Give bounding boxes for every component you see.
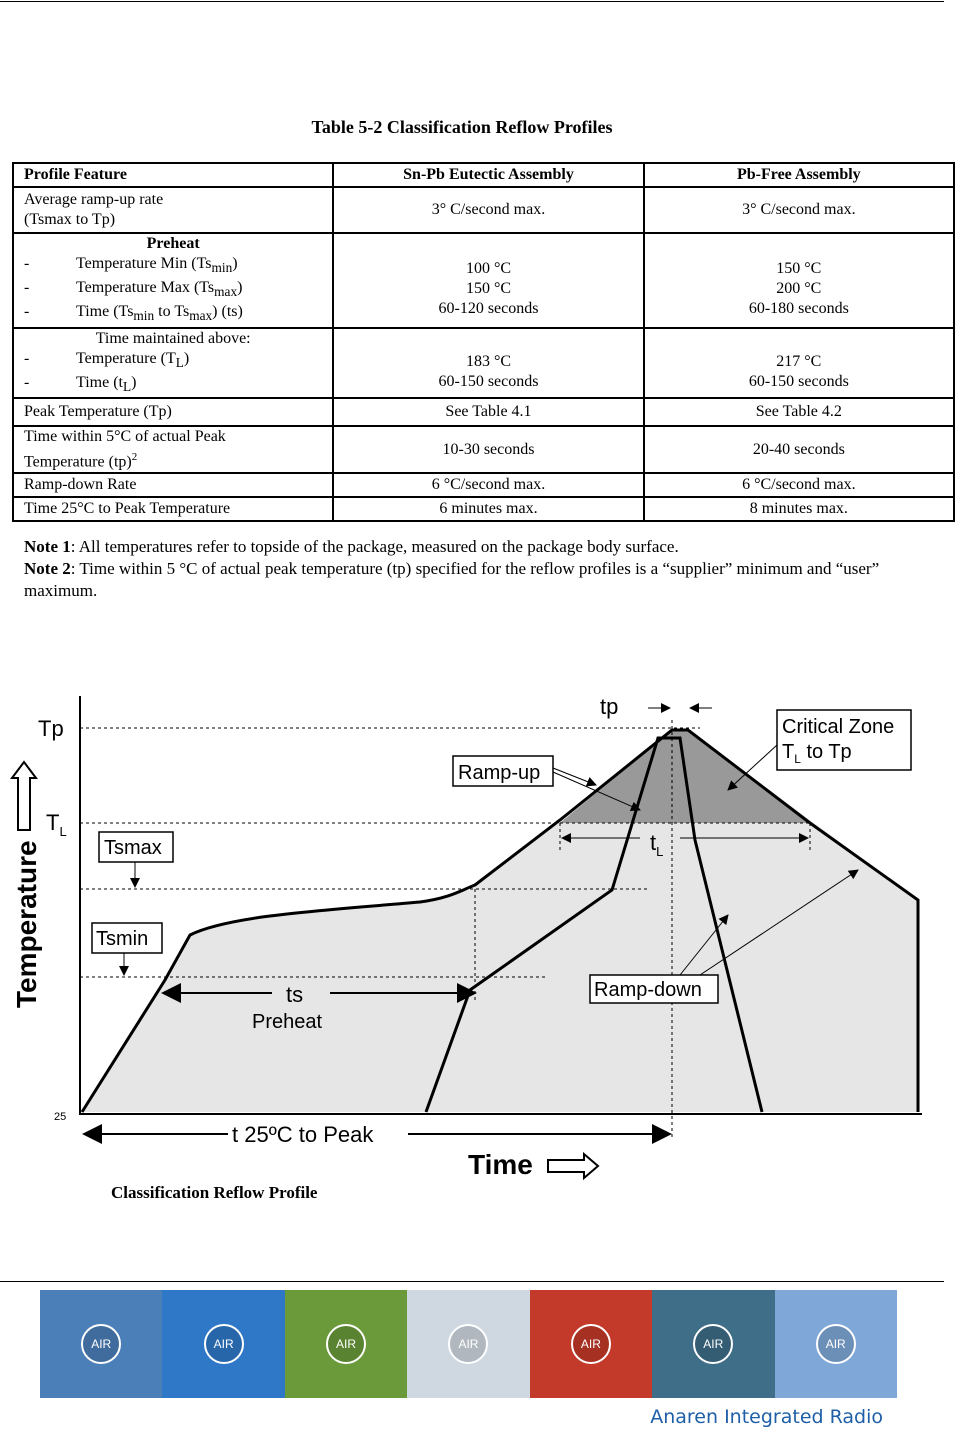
preheat-pbfree: 150 °C 200 °C 60-180 seconds [644, 233, 954, 328]
y25-tick-label: 25 [54, 1111, 67, 1123]
top-rule [0, 1, 944, 2]
ramp-up-label: Ramp-up [458, 762, 541, 784]
ramp-down-label: Ramp-down [594, 979, 702, 1001]
ramp-up-pbfree: 3° C/second max. [644, 187, 954, 233]
ramp-down-label: Ramp-down Rate [13, 473, 333, 497]
reflow-profile-table [12, 162, 955, 522]
tsmin-label: Tsmin [96, 928, 149, 950]
table-row [13, 473, 954, 497]
t25-label: Time 25°C to Peak Temperature [13, 497, 333, 521]
table-row [13, 187, 954, 233]
banner-tile [40, 1290, 162, 1398]
table-row [13, 426, 954, 473]
figure-caption: Classification Reflow Profile [111, 1183, 318, 1202]
maintained-label: Time maintained above: - Temperature $(T_L)$ - Time $(t_L)$ [13, 328, 333, 398]
banner-tile [285, 1290, 407, 1398]
preheat-label: Preheat - Temperature Min $(Ts_{min})$ - Temperature Max $(Ts_{max})$ - Time ($Ts_{min}$ to $Ts_{max}$) (ts) [13, 233, 333, 328]
y-axis-title: Temperature [11, 840, 42, 1008]
ramp-down-snpb: 6 °C/second max. [333, 473, 643, 497]
peak-pbfree: See Table 4.2 [644, 398, 954, 426]
table-row [13, 398, 954, 426]
reflow-profile-diagram [0, 690, 966, 1180]
air-logo: AIR [81, 1324, 121, 1364]
air-logo: AIR [816, 1324, 856, 1364]
within5-snpb: 10-30 seconds [333, 426, 643, 473]
header-pbfree: Pb-Free Assembly [644, 163, 954, 187]
footer-rule [0, 1281, 944, 1282]
tp-top-label: tp [600, 694, 619, 719]
ramp-up-label: Average ramp-up rate (Tsmax to Tp) [13, 187, 333, 233]
header-snpb: Sn-Pb Eutectic Assembly [333, 163, 643, 187]
table-title: Table 5-2 Classification Reflow Profiles [311, 117, 613, 137]
air-logo: AIR [693, 1324, 733, 1364]
table-header-row [13, 163, 954, 187]
within5-pbfree: 20-40 seconds [644, 426, 954, 473]
banner-tile [530, 1290, 652, 1398]
banner-tile [775, 1290, 897, 1398]
maintained-pbfree: 217 °C 60-150 seconds [644, 328, 954, 398]
preheat-snpb: 100 °C 150 °C 60-120 seconds [333, 233, 643, 328]
ramp-up-pointer-1 [553, 768, 596, 785]
right-arrow-icon [548, 1154, 598, 1178]
air-logo: AIR [571, 1324, 611, 1364]
table-row [13, 328, 954, 398]
peak-label: Peak Temperature (Tp) [13, 398, 333, 426]
t25-label: t 25ºC to Peak [232, 1122, 374, 1147]
tp-axis-label: Tp [38, 716, 64, 741]
critical-zone-label: Critical Zone [782, 716, 895, 738]
t25-pbfree: 8 minutes max. [644, 497, 954, 521]
table-row [13, 497, 954, 521]
banner-tile [407, 1290, 529, 1398]
air-logo: AIR [448, 1324, 488, 1364]
maintained-snpb: 183 °C 60-150 seconds [333, 328, 643, 398]
tsmax-label: Tsmax [104, 837, 162, 859]
footer-banner [40, 1290, 897, 1398]
critical-zone-range: $T_L$ to Tp [782, 741, 852, 766]
x-axis-title: Time [468, 1149, 533, 1180]
banner-tile [162, 1290, 284, 1398]
preheat-label: Preheat [252, 1011, 323, 1033]
ts-label: ts [286, 982, 304, 1007]
tl-axis-label: $T_L$ [46, 810, 67, 839]
header-profile-feature: Profile Feature [13, 163, 333, 187]
ramp-up-snpb: 3° C/second max. [333, 187, 643, 233]
sn-pb-profile-area [82, 730, 918, 1112]
t25-snpb: 6 minutes max. [333, 497, 643, 521]
note-2: Note 2: Time within 5 °C of actual peak temperature (tp) specified for the reflow profiles is a “supplier” minimum and “user” maximum. [24, 559, 880, 600]
air-logo: AIR [326, 1324, 366, 1364]
ramp-down-pbfree: 6 °C/second max. [644, 473, 954, 497]
note-1: Note 1: All temperatures refer to topside of the package, measured on the package body surface. [24, 537, 679, 556]
air-logo: AIR [204, 1324, 244, 1364]
up-arrow-icon [12, 762, 36, 830]
table-row [13, 233, 954, 328]
brand-name: Anaren Integrated Radio [650, 1406, 883, 1428]
tl-span-label: $t_L$ [650, 830, 664, 859]
banner-tile [652, 1290, 774, 1398]
notes [24, 536, 924, 602]
within5-label: Time within 5°C of actual Peak Temperature (tp)$^2$ [13, 426, 333, 473]
peak-snpb: See Table 4.1 [333, 398, 643, 426]
